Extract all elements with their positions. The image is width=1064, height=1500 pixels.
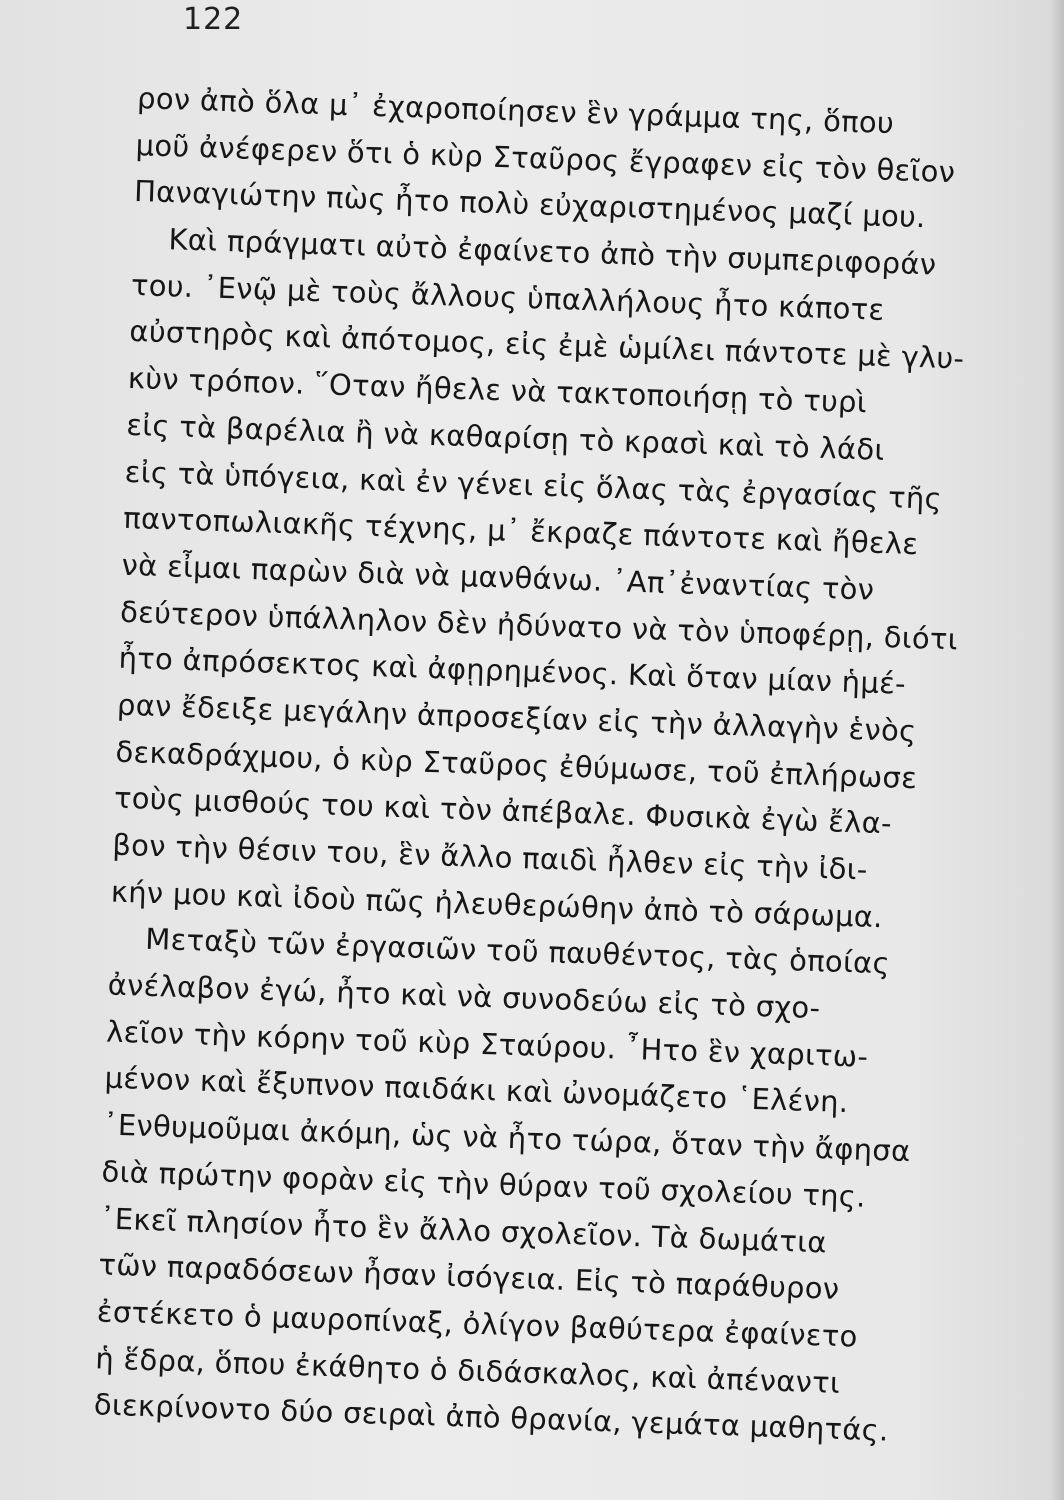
page-number: 122 [183, 2, 244, 37]
text-line: Καὶ πράγματι αὐτὸ ἐφαίνετο ἀπὸ τὴν συμπεριφοράν [168, 222, 937, 282]
text-line: εἰς τὰ ὑπόγεια, καὶ ἐν γένει εἰς ὅλας τὰς ἐργασίας τῆς [124, 454, 943, 516]
text-line: δεύτερον ὑπάλληλον δὲν ἠδύνατο νὰ τὸν ὑποφέρῃ, διότι [119, 594, 959, 657]
text-line: ἡ ἕδρα, ὅπου ἐκάθητο ὁ διδάσκαλος, καὶ ἀπέναντι [94, 1340, 841, 1400]
text-line: ἐστέκετο ὁ μαυροπίναξ, ὀλίγον βαθύτερα ἐφαίνετο [96, 1294, 859, 1354]
text-line: μοῦ ἀνέφερεν ὅτι ὁ κὺρ Σταῦρος ἔγραφεν εἰς τὸν θεῖον [135, 127, 956, 189]
text-line: ᾿Εκεῖ πλησίον ἦτο ἓν ἄλλο σχολεῖον. Τὰ δωμάτια [99, 1200, 828, 1259]
text-line: κήν μου καὶ ἰδοὺ πῶς ἠλευθερώθην ἀπὸ τὸ σάρωμα. [110, 874, 884, 934]
text-line: βον τὴν θέσιν του, ἓν ἄλλο παιδὶ ἦλθεν εἰς τὴν ἰδι- [111, 827, 869, 887]
text-line: δεκαδράχμου, ὁ κὺρ Σταῦρος ἐθύμωσε, τοῦ ἐπλήρωσε [115, 734, 918, 795]
text-line: ρον ἀπὸ ὅλα μ᾽ ἐχαροποίησεν ἓν γράμμα της, ὅπου [136, 80, 895, 141]
text-line: αὐστηρὸς καὶ ἀπότομος, εἰς ἐμὲ ὡμίλει πάντοτε μὲ γλυ- [128, 314, 965, 376]
text-line: διεκρίνοντο δύο σειραὶ ἀπὸ θρανία, γεμάτα μαθητάς. [93, 1387, 890, 1448]
text-line: μένον καὶ ἔξυπνον παιδάκι καὶ ὠνομάζετο ῾Ελένη. [104, 1060, 849, 1120]
text-line: λεῖον τὴν κόρην τοῦ κὺρ Σταύρου. ῏Ητο ἓν χαριτω- [105, 1014, 869, 1074]
text-line: νὰ εἶμαι παρὼν διὰ νὰ μανθάνω. ᾿Απ᾽ἐναντίας τὸν [121, 547, 875, 607]
text-line: ἦτο ἀπρόσεκτος καὶ ἀφῃρημένος. Καὶ ὅταν μίαν ἡμέ- [118, 640, 907, 702]
text-line: τῶν παραδόσεων ἦσαν ἰσόγεια. Εἰς τὸ παράθυρον [97, 1247, 840, 1307]
text-line: του. ᾿Ενῷ μὲ τοὺς ἄλλους ὑπαλλήλους ἦτο κάποτε [130, 267, 886, 327]
text-line: εἰς τὰ βαρέλια ἢ νὰ καθαρίσῃ τὸ κρασὶ καὶ τὸ λάδι [125, 407, 886, 467]
text-line: ᾿Ενθυμοῦμαι ἀκόμη, ὡς νὰ ἦτο τώρα, ὅταν τὴν ἄφησα [102, 1107, 912, 1169]
text-line: Παναγιώτην πὼς ἦτο πολὺ εὐχαριστημένος μαζί μου. [133, 174, 927, 235]
text-line: παντοπωλιακῆς τέχνης, μ᾽ ἔκραζε πάντοτε καὶ ἤθελε [122, 500, 919, 562]
text-line: διὰ πρώτην φορὰν εἰς τὴν θύραν τοῦ σχολείου της. [101, 1154, 867, 1214]
text-line: τοὺς μισθούς του καὶ τὸν ἀπέβαλε. Φυσικὰ ἐγὼ ἔλα- [113, 780, 893, 841]
body-text [93, 75, 1064, 1459]
text-line: ραν ἔδειξε μεγάλην ἀπροσεξίαν εἰς τὴν ἀλλαγὴν ἑνὸς [116, 687, 917, 749]
page-edge-shadow [1050, 0, 1064, 1500]
text-line: κὺν τρόπον. ῞Οταν ἤθελε νὰ τακτοποιήσῃ τὸ τυρὶ [127, 360, 868, 420]
text-line: Μεταξὺ τῶν ἐργασιῶν τοῦ παυθέντος, τὰς ὁποίας [144, 922, 891, 981]
text-line: ἀνέλαβον ἐγώ, ἦτο καὶ νὰ συνοδεύω εἰς τὸ σχο- [107, 967, 821, 1026]
